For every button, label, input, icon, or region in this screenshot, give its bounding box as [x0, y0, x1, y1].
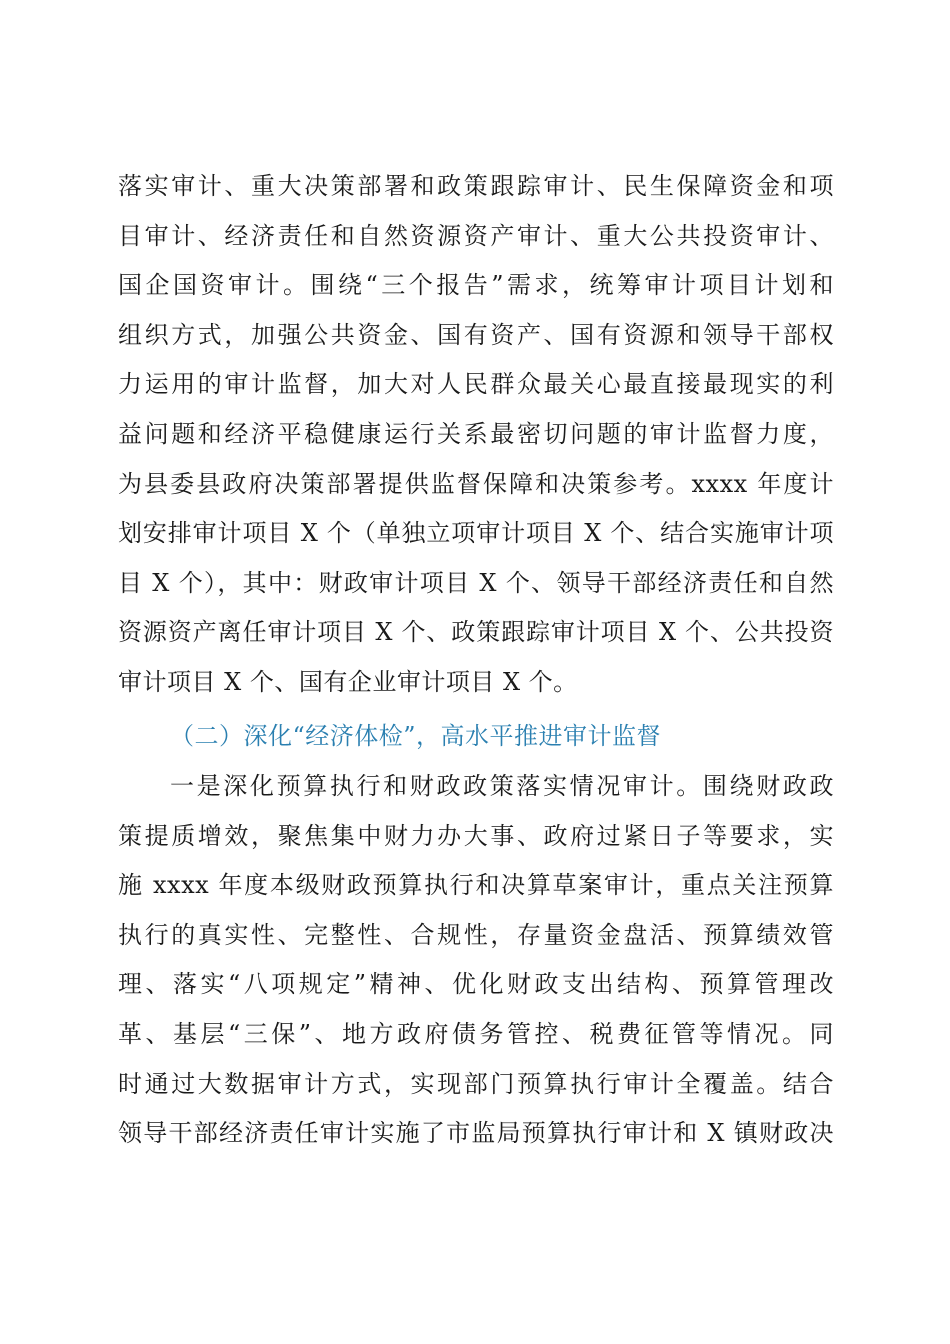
paragraph-line: 划安排审计项目 X 个（单独立项审计项目 X 个、结合实施审计项 — [118, 519, 834, 548]
paragraph-line: 审计项目 X 个、国有企业审计项目 X 个。 — [118, 667, 578, 696]
paragraph-line: 力运用的审计监督，加大对人民群众最关心最直接最现实的利 — [118, 370, 834, 399]
paragraph-line: 目审计、经济责任和自然资源资产审计、重大公共投资审计、 — [118, 221, 834, 250]
paragraph-line: 为县委县政府决策部署提供监督保障和决策参考。xxxx 年度计 — [118, 469, 834, 498]
paragraph-line: 策提质增效，聚焦集中财力办大事、政府过紧日子等要求，实 — [118, 821, 834, 850]
paragraph-line: 时通过大数据审计方式，实现部门预算执行审计全覆盖。结合 — [118, 1069, 834, 1098]
paragraph-line: 施 xxxx 年度本级财政预算执行和决算草案审计，重点关注预算 — [118, 871, 834, 900]
body-paragraph-2 — [118, 762, 834, 1159]
body-paragraph-1 — [118, 162, 834, 708]
paragraph-line: 资源资产离任审计项目 X 个、政策跟踪审计项目 X 个、公共投资 — [118, 618, 834, 647]
paragraph-line: 执行的真实性、完整性、合规性，存量资金盘活、预算绩效管 — [118, 920, 834, 949]
paragraph-line: 落实审计、重大决策部署和政策跟踪审计、民生保障资金和项 — [118, 172, 834, 200]
paragraph-line: 革、基层“三保”、地方政府债务管控、税费征管等情况。同 — [118, 1019, 834, 1048]
paragraph-line: 组织方式，加强公共资金、国有资产、国有资源和领导干部权 — [118, 320, 834, 349]
paragraph-line: 领导干部经济责任审计实施了市监局预算执行审计和 X 镇财政决 — [118, 1119, 834, 1148]
paragraph-line: 国企国资审计。围绕“三个报告”需求，统筹审计项目计划和 — [118, 271, 834, 300]
paragraph-line: 理、落实“八项规定”精神、优化财政支出结构、预算管理改 — [118, 970, 834, 999]
section-heading: （二）深化“经济体检”，高水平推进审计监督 — [170, 722, 662, 750]
paragraph-line: 目 X 个），其中：财政审计项目 X 个、领导干部经济责任和自然 — [118, 568, 834, 597]
paragraph-line: 益问题和经济平稳健康运行关系最密切问题的审计监督力度， — [118, 419, 834, 448]
paragraph-line: 一是深化预算执行和财政政策落实情况审计。围绕财政政 — [170, 772, 834, 800]
